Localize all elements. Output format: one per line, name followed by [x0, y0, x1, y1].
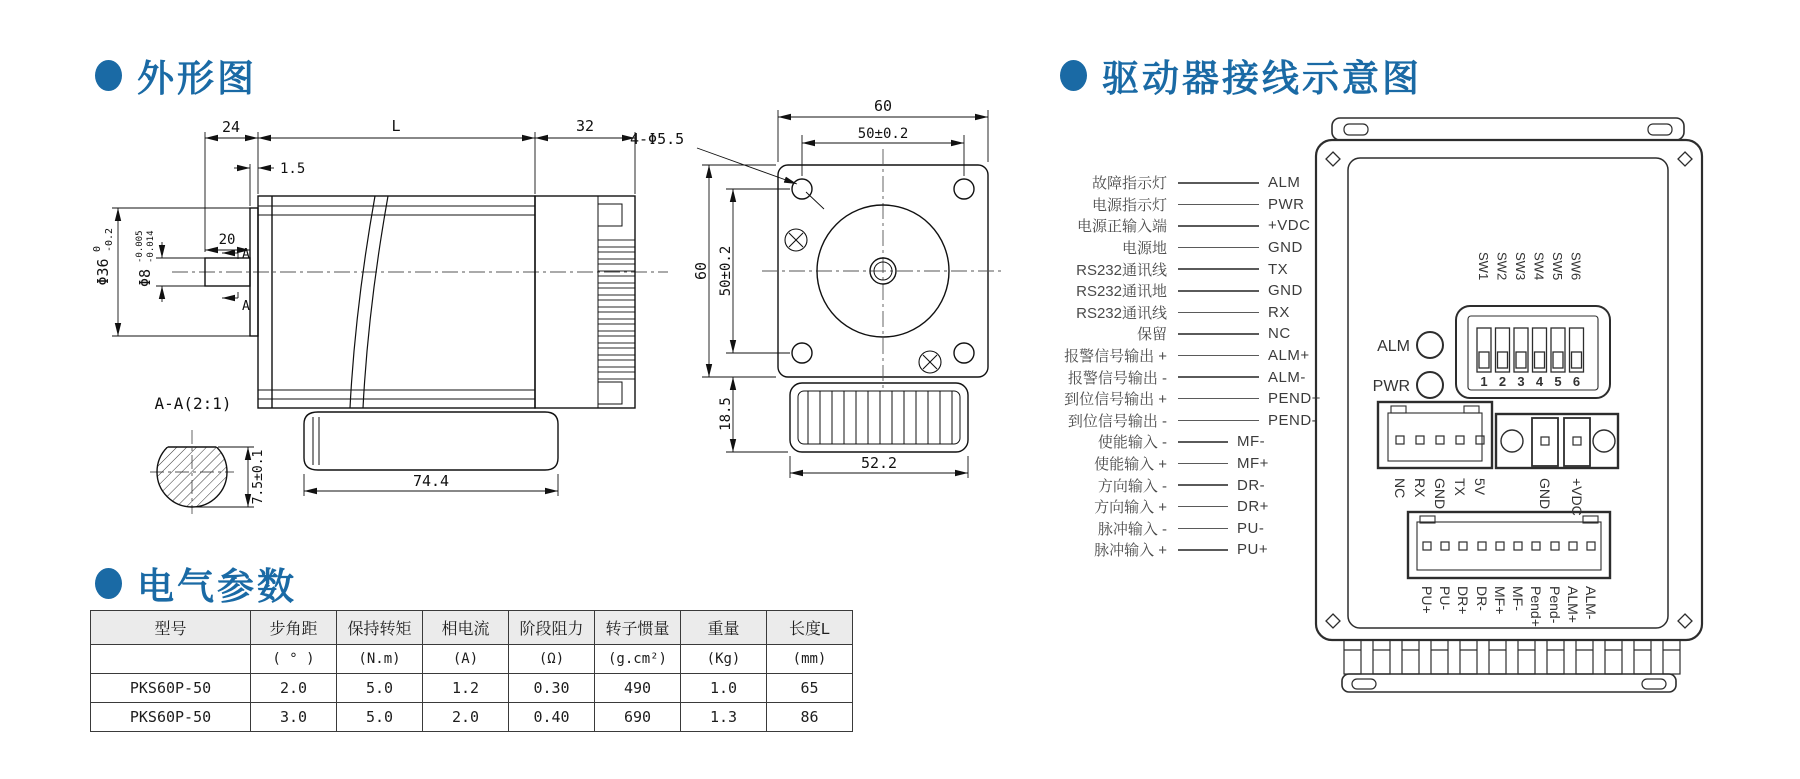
svg-text:Pend+: Pend+: [1528, 586, 1544, 627]
rs232-pin-labels: [1392, 478, 1488, 509]
svg-text:+VDC: +VDC: [1569, 478, 1585, 516]
table-units-row: [91, 645, 853, 674]
wiring-row: [955, 237, 1345, 259]
wire-line: [1178, 355, 1259, 357]
wiring-label: 使能输入 -: [1097, 434, 1167, 452]
cell-model: PKS60P-50: [91, 703, 251, 732]
col-header: 相电流: [423, 611, 509, 645]
dim-32: 32: [575, 117, 595, 135]
wiring-row: [955, 539, 1345, 561]
svg-text:3: 3: [1517, 374, 1525, 389]
wire-line: [1178, 463, 1228, 465]
shaft-section-view: [150, 430, 266, 514]
cell: 5.0: [337, 674, 423, 703]
wiring-label: 保留: [1136, 326, 1167, 344]
wiring-label: 电源地: [1121, 240, 1167, 258]
cell: 5.0: [337, 703, 423, 732]
wiring-section-title: [1060, 48, 1422, 102]
wire-line: [1178, 506, 1228, 508]
wiring-signal: MF-: [1237, 433, 1266, 451]
cell: 0.40: [509, 703, 595, 732]
wiring-row: [955, 215, 1345, 237]
electrical-section-title: [95, 556, 297, 610]
wiring-label: 方向输入 +: [1094, 499, 1167, 517]
wiring-signal: ALM-: [1268, 368, 1306, 386]
svg-text:4: 4: [1535, 374, 1544, 389]
dip-switch-numbers: [1480, 374, 1580, 389]
wiring-signal: DR+: [1237, 498, 1269, 516]
svg-text:RX: RX: [1412, 478, 1428, 498]
wiring-label: 脉冲输入 +: [1094, 542, 1167, 560]
wiring-label: 到位信号输出 +: [1064, 391, 1167, 409]
wiring-label: 脉冲输入 -: [1097, 520, 1167, 538]
wiring-label: 使能输入 +: [1094, 456, 1167, 474]
svg-text:5: 5: [1554, 374, 1562, 389]
svg-text:SW3: SW3: [1513, 252, 1528, 281]
wiring-signal: TX: [1268, 260, 1289, 278]
wiring-label: 电源正输入端: [1076, 218, 1167, 236]
wiring-row: [955, 518, 1345, 540]
col-header: 长度L: [767, 611, 853, 645]
svg-text:ALM-: ALM-: [1583, 586, 1599, 620]
wiring-signal: +VDC: [1268, 217, 1311, 235]
dim-phi36: [92, 228, 115, 286]
dip-switch[interactable]: [1456, 306, 1610, 398]
driver-top-plate: [1332, 118, 1684, 140]
col-header: 保持转矩: [337, 611, 423, 645]
svg-text:SW4: SW4: [1531, 252, 1547, 281]
driver-drawing: [1300, 105, 1720, 705]
pwr-led: [1417, 372, 1443, 398]
wiring-row: [955, 323, 1345, 345]
wiring-signal: PEND-: [1268, 411, 1318, 429]
svg-text:NC: NC: [1392, 478, 1408, 499]
cell: 2.0: [423, 703, 509, 732]
wiring-signal: ALM: [1268, 174, 1301, 192]
wiring-signal: NC: [1268, 325, 1291, 343]
wire-line: [1178, 312, 1259, 314]
wiring-row: [955, 302, 1345, 324]
col-header: 转子惯量: [595, 611, 681, 645]
col-header: 重量: [681, 611, 767, 645]
wiring-label: RS232通讯地: [1076, 283, 1167, 301]
unit-cell: (Kg): [681, 645, 767, 674]
wire-line: [1178, 247, 1259, 249]
dim-holes: 4-Φ5.5: [630, 130, 685, 148]
svg-text:Φ36: Φ36: [94, 258, 112, 286]
bullet-icon: [1060, 60, 1087, 91]
cell: 86: [767, 703, 853, 732]
outline-drawing: [85, 95, 1005, 540]
wiring-signal: PEND+: [1268, 390, 1321, 408]
dim-52-2: 52.2: [860, 454, 898, 472]
wire-line: [1178, 420, 1259, 422]
wire-line: [1178, 204, 1259, 206]
wiring-label: 电源指示灯: [1091, 196, 1167, 214]
table-row: [91, 703, 853, 732]
wire-line: [1178, 398, 1259, 400]
cell: 65: [767, 674, 853, 703]
section-label: A-A(2:1): [154, 394, 232, 413]
cell: 1.2: [423, 674, 509, 703]
svg-text:GND: GND: [1537, 478, 1553, 510]
wiring-signal: PWR: [1268, 195, 1305, 213]
wiring-label: RS232通讯线: [1076, 261, 1167, 279]
wire-line: [1178, 376, 1259, 378]
svg-text:6: 6: [1572, 374, 1581, 389]
svg-text:0: 0: [92, 245, 103, 252]
wiring-signal: ALM+: [1268, 347, 1310, 365]
wiring-row: [955, 345, 1345, 367]
wiring-row: [955, 172, 1345, 194]
wiring-label: 故障指示灯: [1091, 175, 1167, 193]
svg-text:SW1: SW1: [1476, 252, 1491, 281]
driver-box-front: [790, 383, 968, 452]
wiring-row: [955, 431, 1345, 453]
rear-fins: [598, 240, 635, 379]
control-connector[interactable]: [1408, 512, 1610, 578]
wire-line: [1178, 484, 1228, 486]
wiring-row: [955, 194, 1345, 216]
wire-line: [1178, 528, 1228, 530]
heatsink-fins: [1344, 640, 1680, 674]
electrical-parameters-table: [90, 610, 853, 732]
wire-line: [1178, 441, 1228, 443]
wire-line: [1178, 549, 1228, 551]
wiring-row: [955, 366, 1345, 388]
section-title-text: 外形图: [137, 58, 257, 99]
bullet-icon: [95, 60, 122, 91]
svg-text:MF+: MF+: [1492, 586, 1508, 615]
svg-text:DR+: DR+: [1455, 586, 1471, 615]
pwr-led-label: PWR: [1372, 378, 1410, 395]
wiring-signal: PU+: [1237, 541, 1269, 559]
dip-switch-labels: [1476, 252, 1584, 280]
unit-cell: (N.m): [337, 645, 423, 674]
assembly-screws: [785, 229, 941, 373]
driver-box-side: [304, 412, 558, 470]
power-connector[interactable]: [1496, 414, 1618, 468]
wiring-label: 到位信号输出 -: [1067, 412, 1167, 430]
control-pin-labels: [1419, 586, 1599, 627]
col-header: 型号: [91, 611, 251, 645]
dim-face-60-top: 60: [873, 97, 893, 115]
wiring-signal: RX: [1268, 303, 1290, 321]
col-header: 步角距: [251, 611, 337, 645]
wiring-signal: DR-: [1237, 476, 1266, 494]
wiring-row: [955, 474, 1345, 496]
section-mark-a-bottom: A: [242, 299, 250, 314]
wiring-label: 方向输入 -: [1097, 477, 1167, 495]
motor-side-view: [172, 196, 668, 470]
svg-text:-0.014: -0.014: [146, 230, 156, 263]
svg-text:Φ8: Φ8: [136, 268, 154, 288]
wiring-row: [955, 280, 1345, 302]
cell: 0.30: [509, 674, 595, 703]
dim-24: 24: [221, 118, 241, 136]
dim-phi8: [135, 230, 156, 287]
svg-text:ALM+: ALM+: [1565, 586, 1581, 623]
wire-line: [1178, 268, 1259, 270]
cell: 3.0: [251, 703, 337, 732]
dim-face-50-left: 50±0.2: [718, 245, 734, 297]
svg-text:-0.005: -0.005: [135, 230, 145, 263]
svg-text:TX: TX: [1452, 478, 1468, 496]
wiring-signal: GND: [1268, 282, 1303, 300]
wiring-signal: PU-: [1237, 519, 1265, 537]
wiring-row: [955, 496, 1345, 518]
section-mark-a-top: A: [242, 247, 250, 262]
wiring-signal: MF+: [1237, 455, 1269, 473]
svg-text:MF-: MF-: [1510, 586, 1526, 611]
svg-text:GND: GND: [1432, 478, 1448, 510]
cell: 690: [595, 703, 681, 732]
dim-20: 20: [218, 232, 236, 248]
power-pin-labels: [1537, 478, 1585, 516]
dim-1-5: 1.5: [280, 161, 306, 177]
svg-text:-0.2: -0.2: [104, 227, 115, 252]
rs232-connector[interactable]: [1378, 402, 1492, 468]
unit-cell: (A): [423, 645, 509, 674]
cell-model: PKS60P-50: [91, 674, 251, 703]
svg-text:SW6: SW6: [1568, 252, 1584, 281]
dim-flat: 7.5±0.1: [251, 449, 266, 505]
alm-led-label: ALM: [1377, 338, 1410, 355]
cell: 1.0: [681, 674, 767, 703]
wiring-row: [955, 258, 1345, 280]
wiring-signal: GND: [1268, 239, 1303, 257]
unit-cell: (g.cm²): [595, 645, 681, 674]
dim-18-5: 18.5: [718, 397, 734, 431]
wiring-row: [955, 453, 1345, 475]
dim-L: L: [391, 117, 401, 135]
wire-line: [1178, 290, 1259, 292]
svg-text:5V: 5V: [1472, 478, 1488, 496]
svg-text:DR-: DR-: [1474, 586, 1490, 611]
table-row: [91, 674, 853, 703]
cell: 2.0: [251, 674, 337, 703]
svg-text:SW2: SW2: [1494, 252, 1510, 281]
wiring-label: 报警信号输出 +: [1064, 348, 1167, 366]
svg-text:SW5: SW5: [1550, 252, 1565, 281]
driver-bottom-plate: [1342, 674, 1676, 692]
bullet-icon: [95, 568, 122, 599]
unit-cell: (mm): [767, 645, 853, 674]
alm-led: [1417, 332, 1443, 358]
unit-cell: ( ° ): [251, 645, 337, 674]
svg-text:2: 2: [1498, 374, 1507, 389]
dim-face-50-top: 50±0.2: [857, 126, 909, 142]
col-header: 阶段阻力: [509, 611, 595, 645]
wiring-label: 报警信号输出 -: [1067, 369, 1167, 387]
svg-text:1: 1: [1480, 374, 1488, 389]
wiring-row: [955, 410, 1345, 432]
unit-cell: (Ω): [509, 645, 595, 674]
wiring-row: [955, 388, 1345, 410]
wiring-signal-list: [955, 172, 1345, 561]
wire-line: [1178, 333, 1259, 335]
svg-text:PU+: PU+: [1419, 586, 1435, 614]
wire-line: [1178, 225, 1259, 227]
unit-cell: [91, 645, 251, 674]
outline-section-title: [95, 48, 257, 102]
section-title-text: 驱动器接线示意图: [1102, 58, 1422, 99]
svg-text:PU-: PU-: [1437, 586, 1453, 611]
side-view-dimensions: [112, 132, 635, 496]
wiring-label: RS232通讯线: [1076, 304, 1167, 322]
table-header-row: [91, 611, 853, 645]
section-title-text: 电气参数: [137, 566, 297, 607]
dim-74-4: 74.4: [412, 472, 450, 490]
svg-text:Pend-: Pend-: [1547, 586, 1563, 624]
cell: 490: [595, 674, 681, 703]
wire-line: [1178, 182, 1259, 184]
cell: 1.3: [681, 703, 767, 732]
dim-face-60-left: 60: [692, 261, 710, 281]
